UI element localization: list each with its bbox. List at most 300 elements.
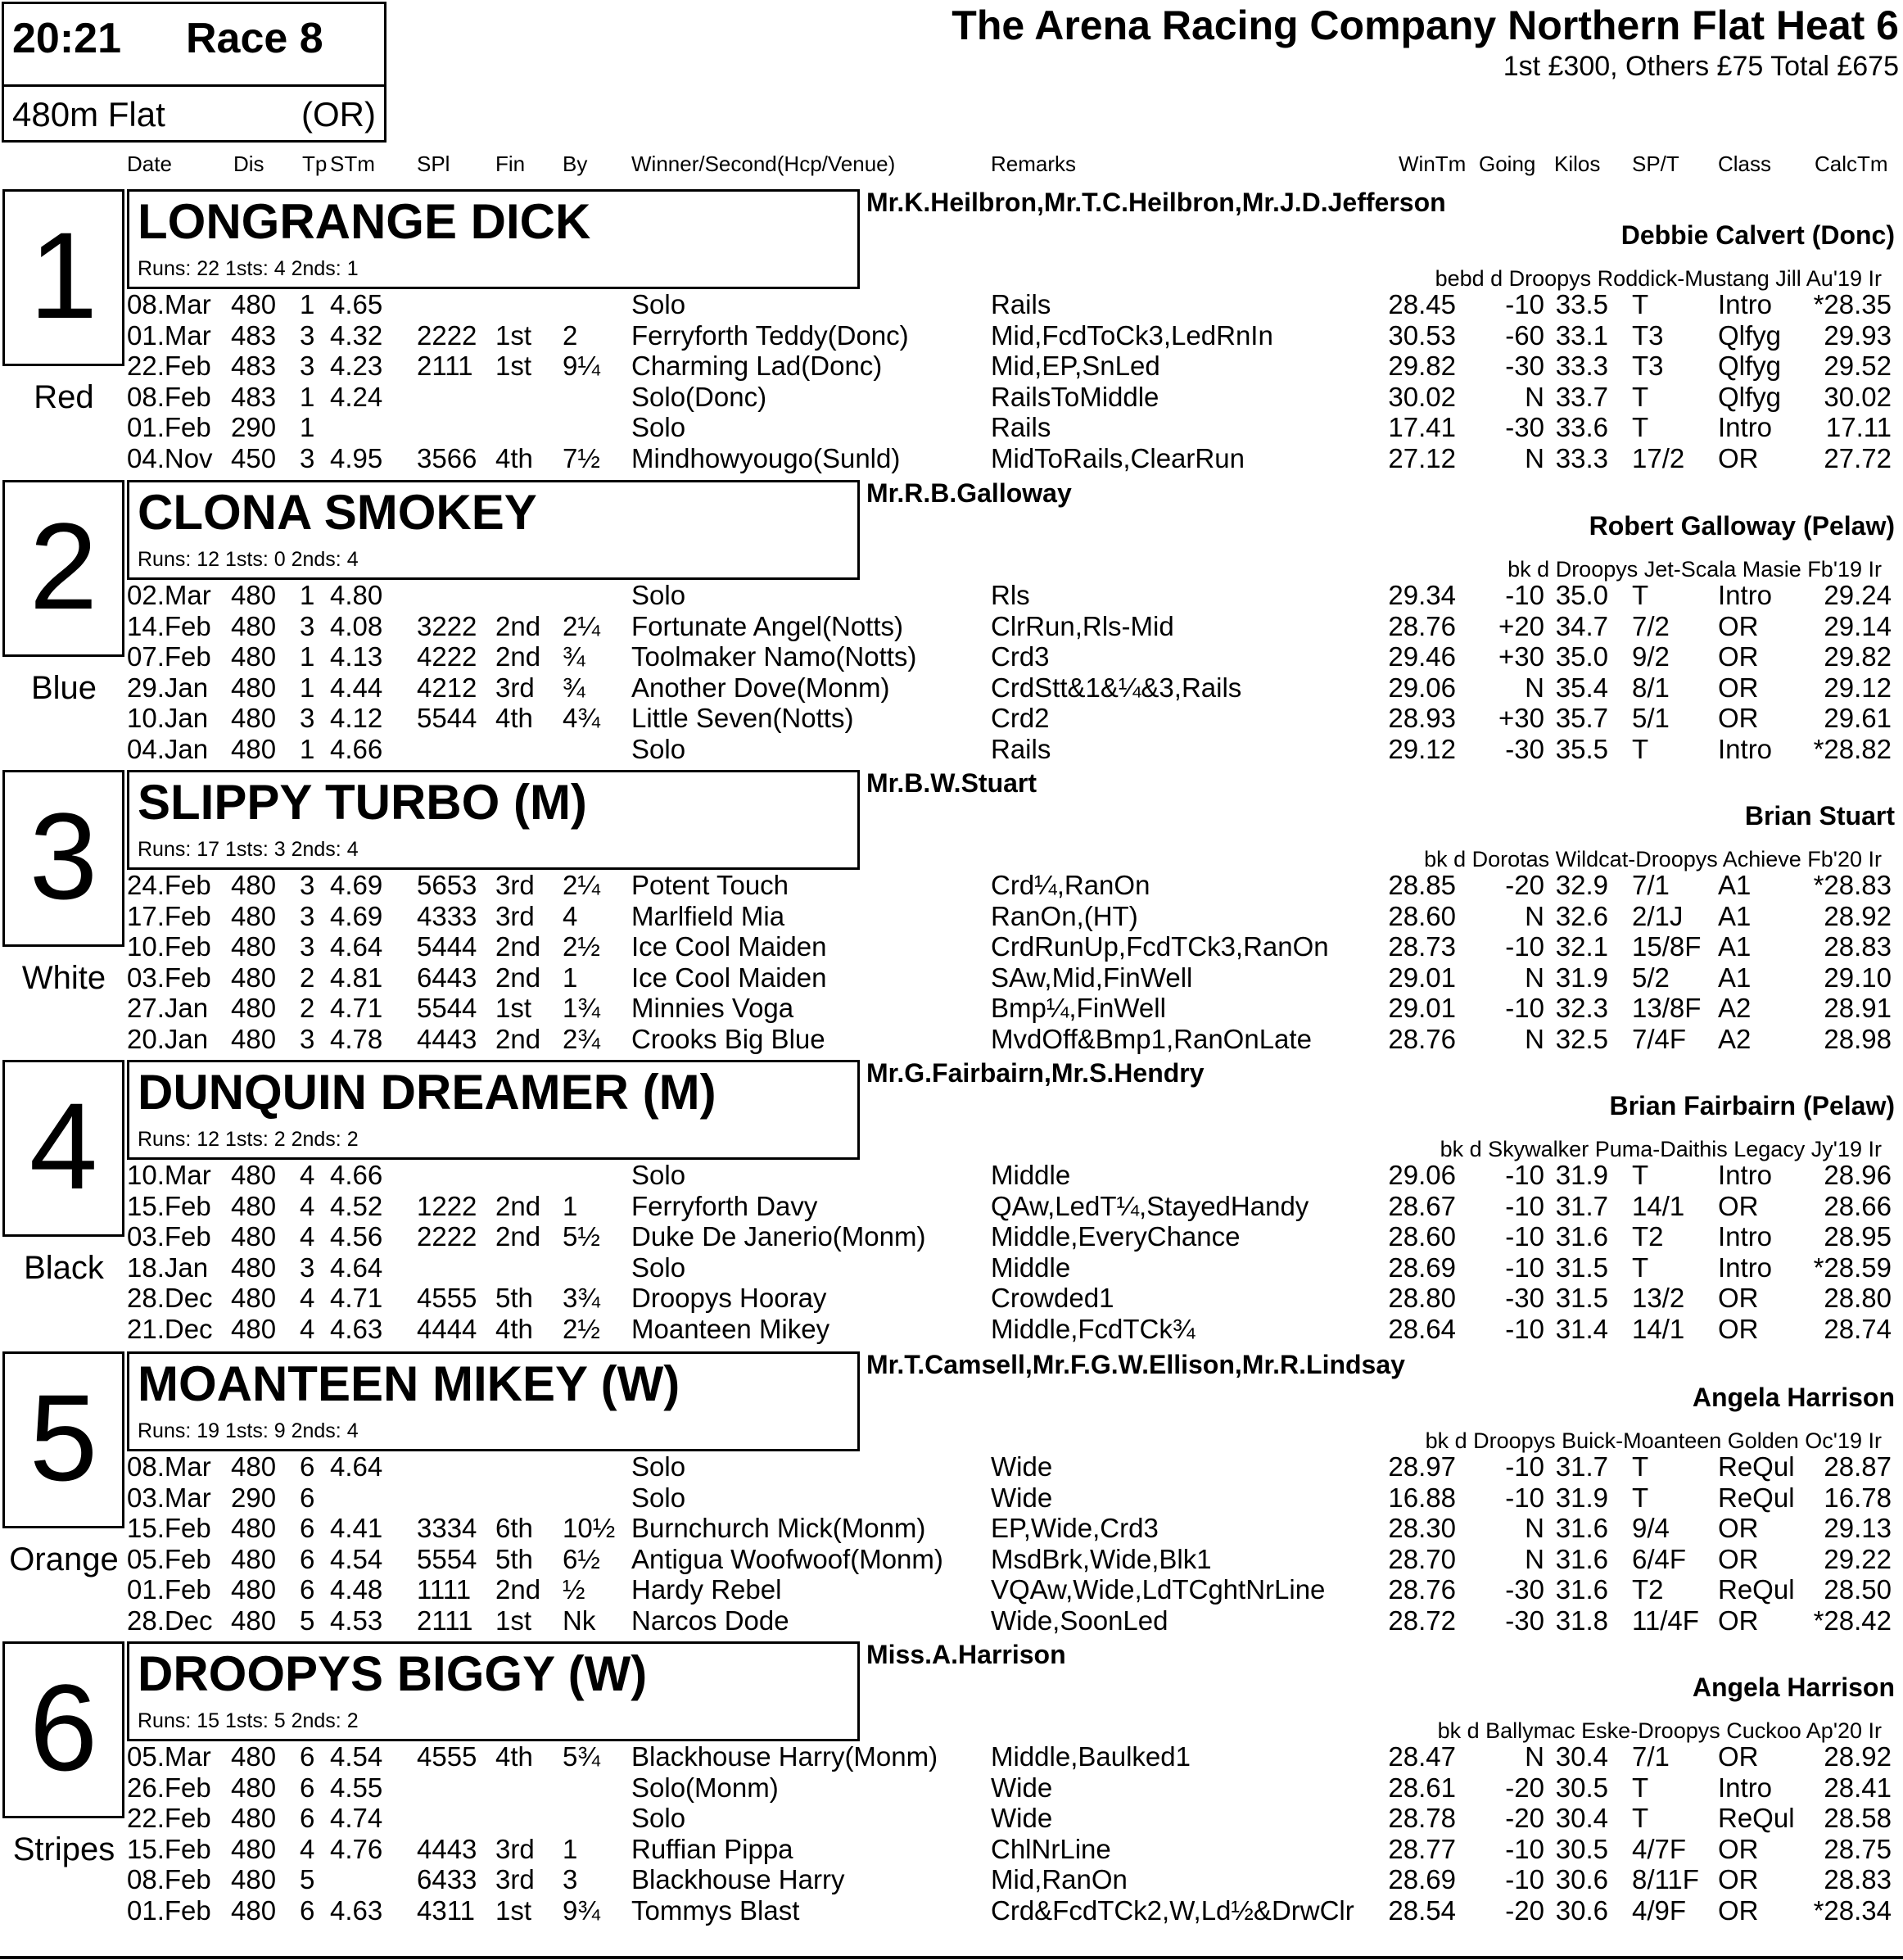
form-table	[0, 289, 1903, 473]
form-calctm: 29.93	[1824, 319, 1892, 351]
bottom-rule	[0, 1956, 1903, 1959]
form-row	[0, 1024, 1903, 1055]
form-class: A1	[1718, 900, 1752, 931]
form-winner: Hardy Rebel	[631, 1574, 782, 1605]
form-row	[0, 901, 1903, 932]
form-going: N	[1525, 900, 1544, 931]
form-row	[0, 672, 1903, 704]
form-dis: 480	[231, 1513, 277, 1543]
form-date: 15.Feb	[127, 1513, 211, 1543]
form-class: A2	[1718, 1023, 1752, 1054]
form-splits: 5444	[417, 931, 477, 962]
form-remarks: Wide	[991, 1451, 1053, 1482]
dog-owner: Mr.G.Fairbairn,Mr.S.Hendry	[866, 1058, 1205, 1088]
form-row	[0, 1451, 1903, 1482]
form-class: Intro	[1718, 1221, 1773, 1252]
form-by: 2¾	[563, 1023, 600, 1054]
form-spt: 17/2	[1632, 442, 1685, 473]
form-dis: 480	[231, 610, 277, 641]
form-wintm: 28.30	[1388, 1513, 1456, 1543]
form-spt: 14/1	[1632, 1190, 1685, 1221]
form-calctm: 29.22	[1824, 1543, 1892, 1574]
form-row	[0, 1191, 1903, 1222]
form-kilos: 32.9	[1555, 870, 1608, 900]
dog-trainer: Robert Galloway (Pelaw)	[1589, 511, 1895, 541]
col-calctm: CalcTm	[1815, 152, 1888, 176]
col-winner: Winner/Second(Hcp/Venue)	[631, 152, 896, 176]
form-dis: 290	[231, 412, 277, 442]
form-winner: Blackhouse Harry	[631, 1864, 845, 1894]
form-spt: T2	[1632, 1574, 1664, 1605]
form-sectional: 4.78	[330, 1023, 383, 1054]
form-spt: T	[1632, 289, 1649, 319]
form-going: N	[1525, 1543, 1544, 1574]
form-date: 08.Mar	[127, 1451, 211, 1482]
form-class: Intro	[1718, 1772, 1773, 1803]
dog-trainer: Debbie Calvert (Donc)	[1620, 220, 1895, 250]
form-trap: 5	[300, 1605, 315, 1636]
form-calctm: 28.98	[1824, 1023, 1892, 1054]
trap-color: Blue	[30, 670, 97, 706]
form-finish: 2nd	[495, 1190, 541, 1221]
form-winner: Solo	[631, 1803, 686, 1833]
form-remarks: RailsToMiddle	[991, 381, 1159, 412]
form-row	[0, 1160, 1903, 1191]
form-winner: Tommys Blast	[631, 1894, 800, 1926]
col-kilos: Kilos	[1554, 152, 1601, 176]
form-class: Intro	[1718, 1160, 1773, 1190]
form-class: Intro	[1718, 412, 1773, 442]
form-remarks: ClrRun,Rls-Mid	[991, 610, 1174, 641]
form-table	[0, 870, 1903, 1054]
form-dis: 480	[231, 1574, 277, 1605]
form-spt: 6/4F	[1632, 1543, 1687, 1574]
form-splits: 4333	[417, 900, 477, 931]
form-trap: 6	[300, 1741, 315, 1772]
form-remarks: Rails	[991, 289, 1051, 319]
form-spt: 4/7F	[1632, 1833, 1687, 1864]
form-calctm: *28.35	[1813, 289, 1892, 319]
runner-block	[0, 480, 1903, 770]
form-calctm: *28.59	[1813, 1252, 1892, 1283]
form-finish: 4th	[495, 1313, 533, 1344]
form-class: Intro	[1718, 1252, 1773, 1283]
form-finish: 2nd	[495, 1221, 541, 1252]
form-winner: Potent Touch	[631, 870, 789, 900]
form-going: +20	[1498, 610, 1544, 641]
form-splits: 6433	[417, 1864, 477, 1894]
form-spt: 8/1	[1632, 672, 1670, 703]
form-date: 02.Mar	[127, 580, 211, 610]
form-going: -10	[1505, 1451, 1544, 1482]
dog-owner: Mr.B.W.Stuart	[866, 768, 1037, 798]
form-sectional: 4.13	[330, 641, 383, 672]
form-splits: 4311	[417, 1894, 475, 1926]
form-trap: 1	[300, 641, 315, 672]
form-spt: 9/2	[1632, 641, 1670, 672]
form-row	[0, 1741, 1903, 1772]
form-dis: 480	[231, 962, 277, 993]
form-table	[0, 1160, 1903, 1344]
dog-name-box	[127, 1351, 860, 1451]
form-going: -10	[1505, 1160, 1544, 1190]
form-splits: 1222	[417, 1190, 477, 1221]
form-trap: 3	[300, 703, 315, 733]
form-trap: 3	[300, 900, 315, 931]
form-going: -10	[1505, 580, 1544, 610]
form-wintm: 28.72	[1388, 1605, 1456, 1636]
form-remarks: Middle,Baulked1	[991, 1741, 1191, 1772]
form-going: -30	[1505, 1283, 1544, 1313]
form-spt: T3	[1632, 351, 1664, 381]
form-sectional: 4.54	[330, 1741, 383, 1772]
trap-number: 2	[29, 497, 98, 635]
form-wintm: 17.41	[1388, 412, 1456, 442]
form-class: A2	[1718, 993, 1752, 1023]
col-spt: SP/T	[1632, 152, 1679, 176]
form-kilos: 30.5	[1555, 1772, 1608, 1803]
form-trap: 6	[300, 1574, 315, 1605]
form-dis: 480	[231, 870, 277, 900]
form-dis: 480	[231, 1313, 277, 1344]
form-spt: T	[1632, 580, 1649, 610]
form-class: OR	[1718, 1605, 1759, 1636]
form-remarks: Rls	[991, 580, 1030, 610]
form-going: -20	[1505, 1803, 1544, 1833]
form-remarks: Wide,SoonLed	[991, 1605, 1168, 1636]
form-date: 07.Feb	[127, 641, 211, 672]
form-date: 18.Jan	[127, 1252, 209, 1283]
form-class: ReQul	[1718, 1482, 1795, 1513]
form-sectional: 4.64	[330, 1252, 383, 1283]
form-splits: 4443	[417, 1833, 477, 1864]
form-trap: 2	[300, 962, 315, 993]
form-kilos: 34.7	[1555, 610, 1608, 641]
form-sectional: 4.32	[330, 319, 383, 351]
form-dis: 480	[231, 1803, 277, 1833]
form-going: -10	[1505, 289, 1544, 319]
form-class: OR	[1718, 610, 1759, 641]
form-splits: 2222	[417, 1221, 477, 1252]
form-wintm: 29.06	[1388, 672, 1456, 703]
form-spt: 11/4F	[1632, 1605, 1699, 1636]
form-trap: 4	[300, 1190, 315, 1221]
form-going: N	[1525, 672, 1544, 703]
form-trap: 4	[300, 1160, 315, 1190]
form-dis: 480	[231, 1160, 277, 1190]
form-dis: 480	[231, 703, 277, 733]
form-wintm: 29.12	[1388, 733, 1456, 764]
form-finish: 3rd	[495, 1864, 535, 1894]
form-trap: 3	[300, 870, 315, 900]
form-by: 1	[563, 1833, 578, 1864]
form-splits: 4444	[417, 1313, 477, 1344]
form-kilos: 31.9	[1555, 962, 1608, 993]
form-trap: 6	[300, 1482, 315, 1513]
form-row	[0, 580, 1903, 611]
race-title: The Arena Racing Company Northern Flat Heat 6	[952, 2, 1899, 48]
form-sectional: 4.71	[330, 993, 383, 1023]
form-calctm: *28.42	[1813, 1605, 1892, 1636]
form-splits: 4555	[417, 1283, 477, 1313]
form-winner: Solo	[631, 733, 686, 764]
form-splits: 5653	[417, 870, 477, 900]
form-sectional: 4.80	[330, 580, 383, 610]
dog-owner: Mr.R.B.Galloway	[866, 478, 1072, 508]
form-finish: 1st	[495, 351, 532, 381]
form-wintm: 28.69	[1388, 1864, 1456, 1894]
race-time-box	[2, 2, 386, 87]
dog-owner: Mr.T.Camsell,Mr.F.G.W.Ellison,Mr.R.Lindsay	[866, 1350, 1405, 1379]
form-class: OR	[1718, 1190, 1759, 1221]
form-remarks: Rails	[991, 412, 1051, 442]
form-sectional: 4.56	[330, 1221, 383, 1252]
form-class: A1	[1718, 870, 1752, 900]
form-spt: 15/8F	[1632, 931, 1702, 962]
trap-number: 4	[29, 1077, 98, 1215]
form-wintm: 28.60	[1388, 900, 1456, 931]
form-trap: 4	[300, 1313, 315, 1344]
dog-runs-summary: Runs: 12 1sts: 2 2nds: 2	[138, 1128, 359, 1151]
form-finish: 2nd	[495, 1574, 541, 1605]
form-kilos: 31.7	[1555, 1190, 1608, 1221]
form-row	[0, 1864, 1903, 1895]
form-winner: Mindhowyougo(Sunld)	[631, 442, 901, 473]
form-trap: 1	[300, 672, 315, 703]
form-going: +30	[1498, 641, 1544, 672]
form-by: 10½	[563, 1513, 616, 1543]
form-splits: 3222	[417, 610, 477, 641]
dog-breeding: bk d Droopys Jet-Scala Masie Fb'19 Ir	[1507, 557, 1882, 582]
form-spt: 13/8F	[1632, 993, 1702, 1023]
form-row	[0, 1252, 1903, 1283]
form-by: 4	[563, 900, 578, 931]
form-class: OR	[1718, 672, 1759, 703]
race-distance: 480m Flat	[12, 95, 165, 134]
form-class: Intro	[1718, 580, 1773, 610]
form-winner: Solo	[631, 1252, 686, 1283]
form-class: OR	[1718, 703, 1759, 733]
trap-number: 6	[29, 1659, 98, 1796]
form-wintm: 28.85	[1388, 870, 1456, 900]
form-sectional: 4.12	[330, 703, 383, 733]
form-kilos: 31.9	[1555, 1482, 1608, 1513]
form-trap: 6	[300, 1803, 315, 1833]
form-finish: 6th	[495, 1513, 533, 1543]
form-remarks: Crd&FcdTCk2,W,Ld½&DrwClr	[991, 1894, 1354, 1926]
form-sectional: 4.63	[330, 1313, 383, 1344]
form-date: 14.Feb	[127, 610, 211, 641]
form-date: 29.Jan	[127, 672, 209, 703]
form-wintm: 29.01	[1388, 962, 1456, 993]
form-sectional: 4.54	[330, 1543, 383, 1574]
form-by: 9¼	[563, 351, 600, 381]
form-row	[0, 382, 1903, 413]
form-date: 10.Jan	[127, 703, 209, 733]
dog-breeding: bebd d Droopys Roddick-Mustang Jill Au'19 Ir	[1435, 266, 1882, 291]
form-class: OR	[1718, 1543, 1759, 1574]
form-trap: 6	[300, 1772, 315, 1803]
form-trap: 3	[300, 1023, 315, 1054]
form-remarks: ChlNrLine	[991, 1833, 1111, 1864]
dog-trainer: Angela Harrison	[1692, 1673, 1895, 1702]
form-wintm: 28.69	[1388, 1252, 1456, 1283]
form-remarks: CrdRunUp,FcdTCk3,RanOn	[991, 931, 1329, 962]
form-going: N	[1525, 962, 1544, 993]
form-spt: 7/1	[1632, 870, 1670, 900]
form-calctm: 28.83	[1824, 1864, 1892, 1894]
col-tp: Tp	[302, 152, 328, 176]
form-date: 08.Feb	[127, 381, 211, 412]
form-by: 3	[563, 1864, 578, 1894]
form-finish: 5th	[495, 1283, 533, 1313]
form-calctm: 28.95	[1824, 1221, 1892, 1252]
form-wintm: 28.73	[1388, 931, 1456, 962]
form-row	[0, 320, 1903, 351]
form-by: 2¼	[563, 870, 600, 900]
form-wintm: 28.47	[1388, 1741, 1456, 1772]
trap-number: 3	[29, 787, 98, 925]
form-kilos: 31.6	[1555, 1513, 1608, 1543]
form-calctm: 28.96	[1824, 1160, 1892, 1190]
form-by: 6½	[563, 1543, 600, 1574]
form-trap: 1	[300, 580, 315, 610]
dog-name: LONGRANGE DICK	[138, 194, 591, 249]
form-winner: Ice Cool Maiden	[631, 962, 827, 993]
form-remarks: CrdStt&1&¼&3,Rails	[991, 672, 1242, 703]
dog-name: SLIPPY TURBO (M)	[138, 775, 587, 830]
form-going: -20	[1505, 1894, 1544, 1926]
form-calctm: 29.61	[1824, 703, 1892, 733]
form-splits: 2111	[417, 351, 473, 381]
form-going: -10	[1505, 1864, 1544, 1894]
form-spt: 2/1J	[1632, 900, 1684, 931]
form-finish: 4th	[495, 1741, 533, 1772]
form-calctm: 28.66	[1824, 1190, 1892, 1221]
form-trap: 3	[300, 351, 315, 381]
form-by: 5½	[563, 1221, 600, 1252]
form-remarks: Crd¼,RanOn	[991, 870, 1150, 900]
form-class: OR	[1718, 442, 1759, 473]
form-trap: 3	[300, 1252, 315, 1283]
form-kilos: 31.5	[1555, 1283, 1608, 1313]
form-finish: 2nd	[495, 962, 541, 993]
form-row	[0, 412, 1903, 443]
form-trap: 6	[300, 1894, 315, 1926]
runner-block	[0, 1351, 1903, 1641]
form-calctm: 29.13	[1824, 1513, 1892, 1543]
form-row	[0, 289, 1903, 320]
form-kilos: 33.3	[1555, 442, 1608, 473]
form-spt: 13/2	[1632, 1283, 1685, 1313]
race-grade: (OR)	[301, 95, 376, 134]
form-winner: Ferryforth Teddy(Donc)	[631, 319, 909, 351]
form-finish: 5th	[495, 1543, 533, 1574]
race-time: 20:21	[12, 15, 121, 62]
form-class: OR	[1718, 1864, 1759, 1894]
form-date: 01.Feb	[127, 1574, 211, 1605]
form-splits: 6443	[417, 962, 477, 993]
form-winner: Crooks Big Blue	[631, 1023, 825, 1054]
form-wintm: 28.76	[1388, 1023, 1456, 1054]
form-winner: Solo(Monm)	[631, 1772, 779, 1803]
form-spt: 7/1	[1632, 1741, 1670, 1772]
form-trap: 6	[300, 1513, 315, 1543]
form-by: 9¾	[563, 1894, 600, 1926]
form-sectional: 4.74	[330, 1803, 383, 1833]
form-class: OR	[1718, 1741, 1759, 1772]
form-row	[0, 703, 1903, 734]
form-wintm: 28.54	[1388, 1894, 1456, 1926]
form-calctm: 30.02	[1824, 381, 1892, 412]
col-stm: STm	[330, 152, 375, 176]
form-class: OR	[1718, 1513, 1759, 1543]
form-spt: T3	[1632, 319, 1664, 351]
form-spt: T	[1632, 412, 1649, 442]
form-date: 26.Feb	[127, 1772, 211, 1803]
form-dis: 480	[231, 641, 277, 672]
form-winner: Toolmaker Namo(Notts)	[631, 641, 917, 672]
form-by: 2	[563, 319, 578, 351]
form-calctm: 28.50	[1824, 1574, 1892, 1605]
form-winner: Charming Lad(Donc)	[631, 351, 883, 381]
form-kilos: 30.6	[1555, 1894, 1608, 1926]
form-splits: 4222	[417, 641, 477, 672]
form-date: 22.Feb	[127, 1803, 211, 1833]
form-class: Intro	[1718, 733, 1773, 764]
form-spt: 7/4F	[1632, 1023, 1687, 1054]
form-going: -10	[1505, 1252, 1544, 1283]
form-kilos: 30.4	[1555, 1741, 1608, 1772]
form-wintm: 28.60	[1388, 1221, 1456, 1252]
form-date: 22.Feb	[127, 351, 211, 381]
form-dis: 450	[231, 442, 277, 473]
col-fin: Fin	[495, 152, 526, 176]
form-date: 08.Mar	[127, 289, 211, 319]
form-date: 24.Feb	[127, 870, 211, 900]
form-spt: 8/11F	[1632, 1864, 1699, 1894]
form-trap: 1	[300, 412, 315, 442]
form-by: Nk	[563, 1605, 596, 1636]
form-winner: Little Seven(Notts)	[631, 703, 854, 733]
form-finish: 2nd	[495, 610, 541, 641]
form-trap: 6	[300, 1451, 315, 1482]
form-sectional: 4.55	[330, 1772, 383, 1803]
form-kilos: 31.5	[1555, 1252, 1608, 1283]
form-spt: 7/2	[1632, 610, 1670, 641]
form-wintm: 27.12	[1388, 442, 1456, 473]
form-kilos: 35.7	[1555, 703, 1608, 733]
form-calctm: 28.91	[1824, 993, 1892, 1023]
form-kilos: 31.9	[1555, 1160, 1608, 1190]
form-remarks: RanOn,(HT)	[991, 900, 1138, 931]
form-row	[0, 962, 1903, 994]
form-spt: 4/9F	[1632, 1894, 1687, 1926]
form-going: N	[1525, 1513, 1544, 1543]
form-trap: 1	[300, 289, 315, 319]
dog-runs-summary: Runs: 17 1sts: 3 2nds: 4	[138, 838, 359, 861]
form-remarks: Wide	[991, 1772, 1053, 1803]
form-calctm: 29.52	[1824, 351, 1892, 381]
form-going: -10	[1505, 1221, 1544, 1252]
form-row	[0, 1895, 1903, 1926]
col-remarks: Remarks	[991, 152, 1077, 176]
form-spt: 5/2	[1632, 962, 1670, 993]
form-date: 01.Feb	[127, 412, 211, 442]
form-row	[0, 443, 1903, 474]
form-sectional: 4.66	[330, 1160, 383, 1190]
form-row	[0, 1513, 1903, 1544]
